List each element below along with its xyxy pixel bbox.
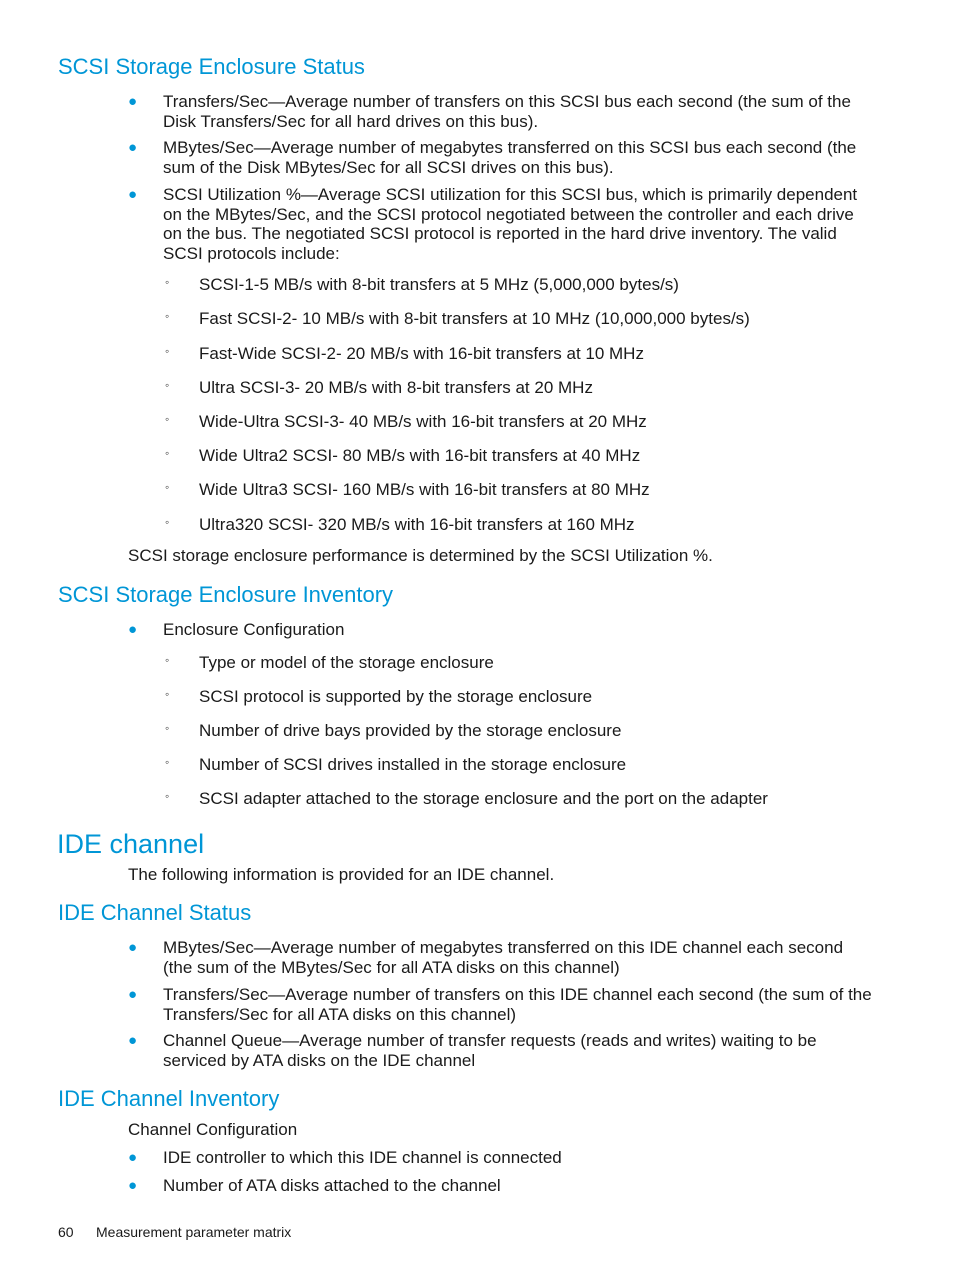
list-item <box>128 1176 873 1196</box>
circle-bullet-icon: ◦ <box>165 721 170 735</box>
circle-bullet-icon: ◦ <box>165 446 170 460</box>
bullet-dot-icon: ● <box>128 1149 138 1166</box>
footer-title: Measurement parameter matrix <box>96 1224 292 1240</box>
section-heading-ide-status: IDE Channel Status <box>58 900 252 925</box>
bullet-text: Transfers/Sec—Average number of transfers on this IDE channel each second (the sum of the Transfers/Sec for all ATA disks on this channel) <box>163 985 872 1024</box>
bullet-text: IDE controller to which this IDE channel is connected <box>163 1148 562 1167</box>
chapter-heading-ide-channel: IDE channel <box>57 829 205 859</box>
sub-list-item: ◦ Type or model of the storage enclosure <box>165 653 494 672</box>
bullet-text: Enclosure Configuration <box>163 620 345 639</box>
circle-bullet-icon: ◦ <box>165 515 170 529</box>
bullet-dot-icon: ● <box>128 139 138 156</box>
circle-bullet-icon: ◦ <box>165 755 170 769</box>
sub-list-item: ◦ Ultra SCSI-3- 20 MB/s with 8-bit transfers at 20 MHz <box>165 378 593 397</box>
circle-bullet-icon: ◦ <box>165 412 170 426</box>
circle-bullet-icon: ◦ <box>165 789 170 803</box>
list-item <box>128 938 873 977</box>
sub-list-item: ◦ Ultra320 SCSI- 320 MB/s with 16-bit transfers at 160 MHz <box>165 515 635 534</box>
bullet-text: Channel Queue—Average number of transfer requests (reads and writes) waiting to be serviced by ATA disks on the IDE channel <box>163 1031 817 1070</box>
sub-list-item: ◦ Wide Ultra2 SCSI- 80 MB/s with 16-bit transfers at 40 MHz <box>165 446 641 465</box>
circle-bullet-icon: ◦ <box>165 344 170 358</box>
bullet-dot-icon: ● <box>128 621 138 638</box>
circle-bullet-icon: ◦ <box>165 378 170 392</box>
sub-list-item: ◦ Number of SCSI drives installed in the storage enclosure <box>165 755 627 774</box>
page-footer <box>58 1224 291 1240</box>
bullet-dot-icon: ● <box>128 186 138 203</box>
sub-list-item: ◦ Wide-Ultra SCSI-3- 40 MB/s with 16-bit transfers at 20 MHz <box>165 412 647 431</box>
list-item <box>128 185 873 263</box>
sub-list-item: ◦ SCSI-1-5 MB/s with 8-bit transfers at 5 MHz (5,000,000 bytes/s) <box>165 275 679 294</box>
section-heading-scsi-inventory: SCSI Storage Enclosure Inventory <box>58 582 394 607</box>
bullet-text: MBytes/Sec—Average number of megabytes transferred on this SCSI bus each second (the sum of the Disk MBytes/Sec for all SCSI drives on this bus). <box>163 138 857 177</box>
bullet-text: SCSI Utilization %—Average SCSI utilization for this SCSI bus, which is primarily dependent on the MBytes/Sec, and the SCSI protocol negotiated between the controller and each drive on the bus. The negotiated SCSI protocol is reported in the hard drive inventory. The valid SCSI protocols include: <box>163 185 858 263</box>
circle-bullet-icon: ◦ <box>165 275 170 289</box>
sub-list-item: ◦ SCSI adapter attached to the storage enclosure and the port on the adapter <box>165 789 768 808</box>
bullet-dot-icon: ● <box>128 939 138 956</box>
list-item <box>128 1148 873 1168</box>
bullet-text: MBytes/Sec—Average number of megabytes transferred on this IDE channel each second (the sum of the MBytes/Sec for all ATA disks on this channel) <box>163 938 844 977</box>
circle-bullet-icon: ◦ <box>165 309 170 323</box>
list-item <box>128 985 873 1024</box>
paragraph: Channel Configuration <box>128 1120 298 1139</box>
bullet-text: Transfers/Sec—Average number of transfers on this SCSI bus each second (the sum of the Disk Transfers/Sec for all hard drives on this bus). <box>163 92 851 131</box>
sub-list-item: ◦ SCSI protocol is supported by the storage enclosure <box>165 687 593 706</box>
bullet-text: Number of ATA disks attached to the channel <box>163 1176 501 1195</box>
sub-list-item: ◦ Number of drive bays provided by the storage enclosure <box>165 721 622 740</box>
list-item <box>128 92 873 131</box>
bullet-dot-icon: ● <box>128 986 138 1003</box>
section-heading-ide-inventory: IDE Channel Inventory <box>58 1086 280 1111</box>
list-item <box>128 138 873 177</box>
sub-list-item: ◦ Fast-Wide SCSI-2- 20 MB/s with 16-bit transfers at 10 MHz <box>165 344 644 363</box>
paragraph: SCSI storage enclosure performance is determined by the SCSI Utilization %. <box>128 546 713 565</box>
sub-list-item: ◦ Wide Ultra3 SCSI- 160 MB/s with 16-bit transfers at 80 MHz <box>165 480 650 499</box>
sub-list-item: ◦ Fast SCSI-2- 10 MB/s with 8-bit transfers at 10 MHz (10,000,000 bytes/s) <box>165 309 750 328</box>
circle-bullet-icon: ◦ <box>165 653 170 667</box>
bullet-dot-icon: ● <box>128 93 138 110</box>
bullet-dot-icon: ● <box>128 1177 138 1194</box>
section-heading-scsi-status: SCSI Storage Enclosure Status <box>58 54 365 79</box>
page-number: 60 <box>58 1224 74 1240</box>
circle-bullet-icon: ◦ <box>165 687 170 701</box>
list-item <box>128 1031 873 1070</box>
circle-bullet-icon: ◦ <box>165 480 170 494</box>
list-item <box>128 620 873 640</box>
paragraph: The following information is provided for an IDE channel. <box>128 865 555 884</box>
bullet-dot-icon: ● <box>128 1032 138 1049</box>
